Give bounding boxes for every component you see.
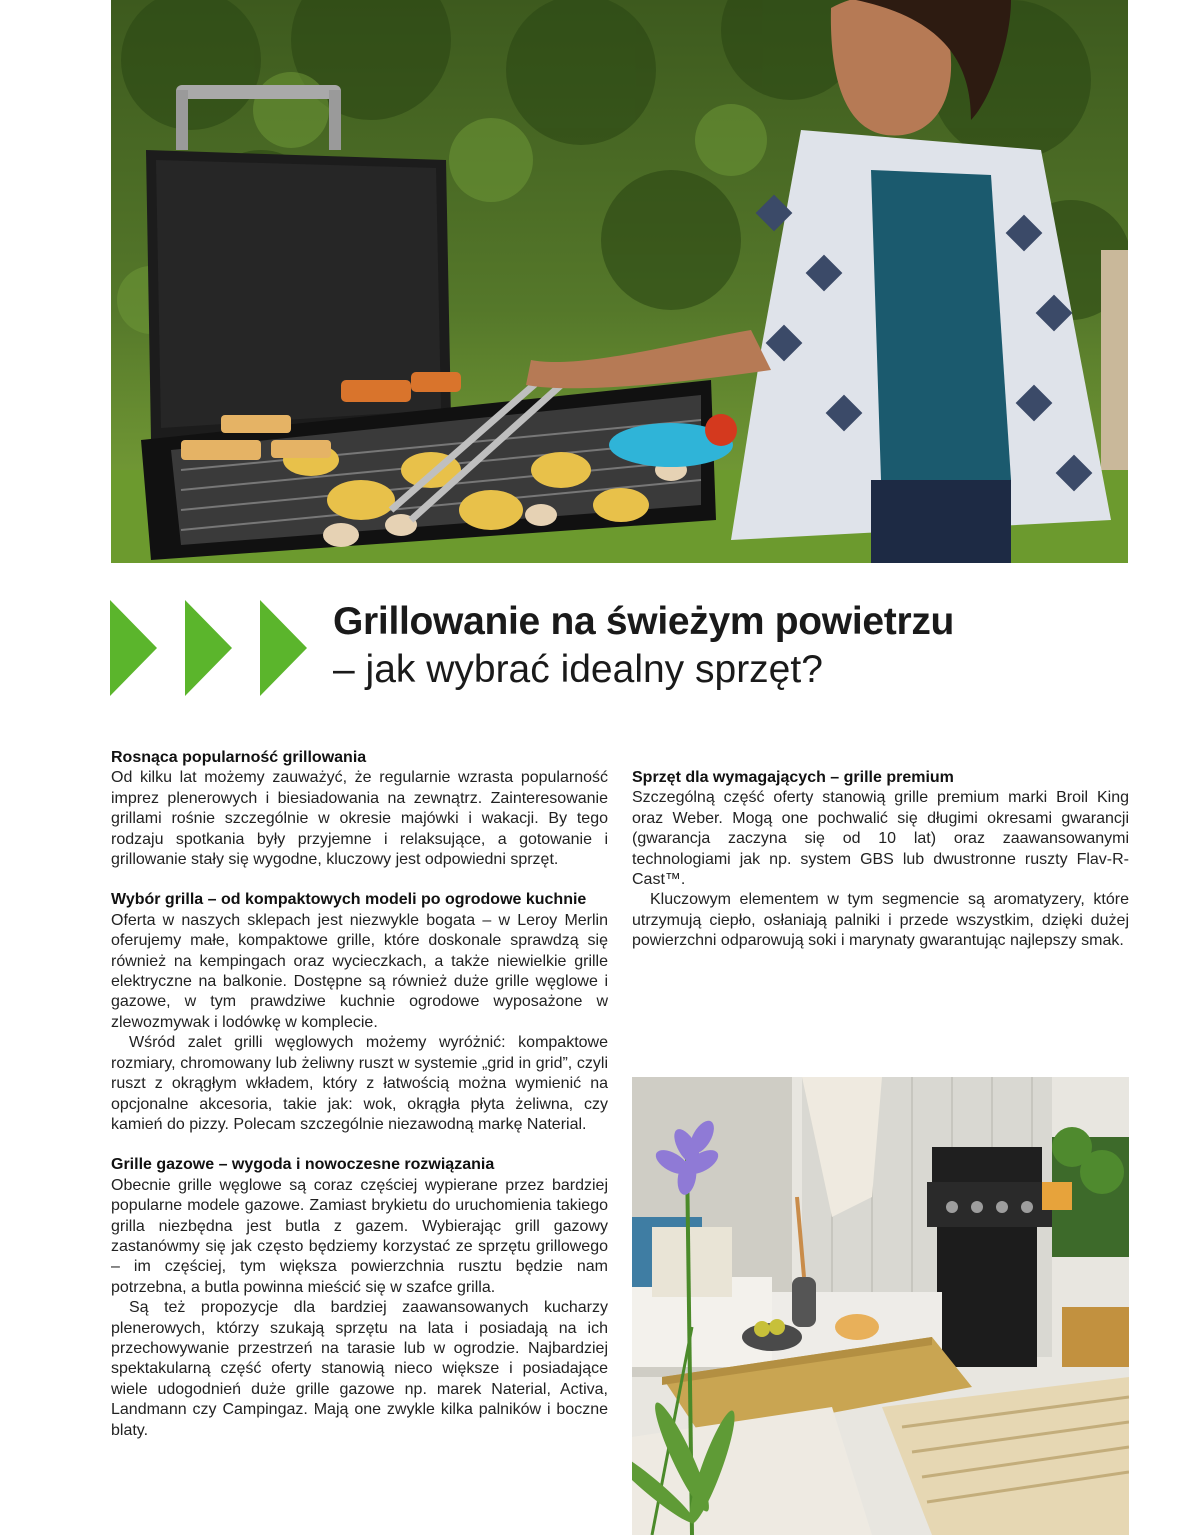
section-heading-choice: Wybór grilla – od kompaktowych modeli po ogrodowe kuchnie [111, 891, 587, 909]
paragraph-popularity: Od kilku lat możemy zauważyć, że regularnie wzrasta popularność imprez plenerowych i biesiadowania na zewnątrz. Zainteresowanie grillami rośnie szczególnie w okresie majówki i wakacji. By tego rodzaju spotkania były przyjemne i relaksujące, a gotowanie i grillowanie stały się wygodne, kluczowy jest odpowiedni sprzęt. [111, 769, 608, 869]
paragraph-premium-2: Kluczowym elementem w tym segmencie są aromatyzery, które utrzymują ciepło, osłaniają palniki i przede wszystkim, dzięki dużej powierzchni odparowują soki i marynaty gwarantując najlepszy smak. [632, 891, 1129, 950]
article-title-line1: Grillowanie na świeżym powietrzu [333, 600, 955, 643]
section-heading-premium: Sprzęt dla wymagających – grille premium [632, 769, 954, 786]
article-title-line2: – jak wybrać idealny sprzęt? [333, 648, 823, 691]
section-heading-popularity: Rosnąca popularność grillowania [111, 749, 367, 766]
paragraph-gas-1: Obecnie grille węglowe są coraz częściej wypierane przez bardziej popularne modele gazowe. Zamiast brykietu do uruchomienia takiego grilla niezbędna jest butla z gazem. Wybierając grill gazowy zastanówmy się jak często będziemy korzystać ze sprzętu grillowego – im częściej, tym większa powierzchnia rusztu będzie nam potrzebna, a butla powinna mieścić się w szafce grilla. [111, 1176, 608, 1296]
patio-photo-gas-grill [632, 1077, 1129, 1535]
paragraph-choice-2: Wśród zalet grilli węglowych możemy wyróżnić: kompaktowe rozmiary, chromowany lub żeliwny ruszt w systemie „grid in grid”, czyli ruszt z okrągłym wkładem, który z łatwością można wymienić na opcjonalne akcesoria, takie jak: wok, okrągła płyta żeliwna, czy kamień do pizzy. Polecam szczególnie niezawodną markę Naterial. [111, 1034, 608, 1133]
article-column-left [111, 748, 608, 1441]
article-column-right [632, 748, 1129, 952]
section-heading-gas: Grille gazowe – wygoda i nowoczesne rozwiązania [111, 1156, 495, 1174]
article-title [333, 598, 1113, 694]
paragraph-choice-1: Oferta w naszych sklepach jest niezwykle bogata – w Leroy Merlin oferujemy małe, kompaktowe grille, które doskonale sprawdzą się również na kempingach oraz wycieczkach, a także niewielkie grille elektryczne na balkonie. Dostępne są również duże grille węglowe i gazowe, w tym prawdziwe kuchnie ogrodowe wyposażone w zlewozmywak i lodówkę w komplecie. [111, 911, 608, 1031]
section-chevrons-icon [110, 600, 310, 696]
hero-photo-grilling [111, 0, 1128, 563]
paragraph-premium-1: Szczególną część oferty stanowią grille premium marki Broil King oraz Weber. Mogą one pochwalić się długimi okresami gwarancji (gwarancja zaczyna się od 10 lat) oraz zaawansowanymi technologiami jak np. system GBS lub dwustronne ruszty Flav-R-Cast™. [632, 789, 1129, 889]
paragraph-gas-2: Są też propozycje dla bardziej zaawansowanych kucharzy plenerowych, którzy szukają sprzętu na lata i posiadają na ich przechowywanie przestrzeń na tarasie lub w ogrodzie. Najbardziej spektakularną część oferty stanowią nieco większe i posiadające wiele udogodnień duże grille gazowe np. marek Naterial, Activa, Landmann czy Campingaz. Mają one zwykle kilka palników i boczne blaty. [111, 1299, 608, 1439]
